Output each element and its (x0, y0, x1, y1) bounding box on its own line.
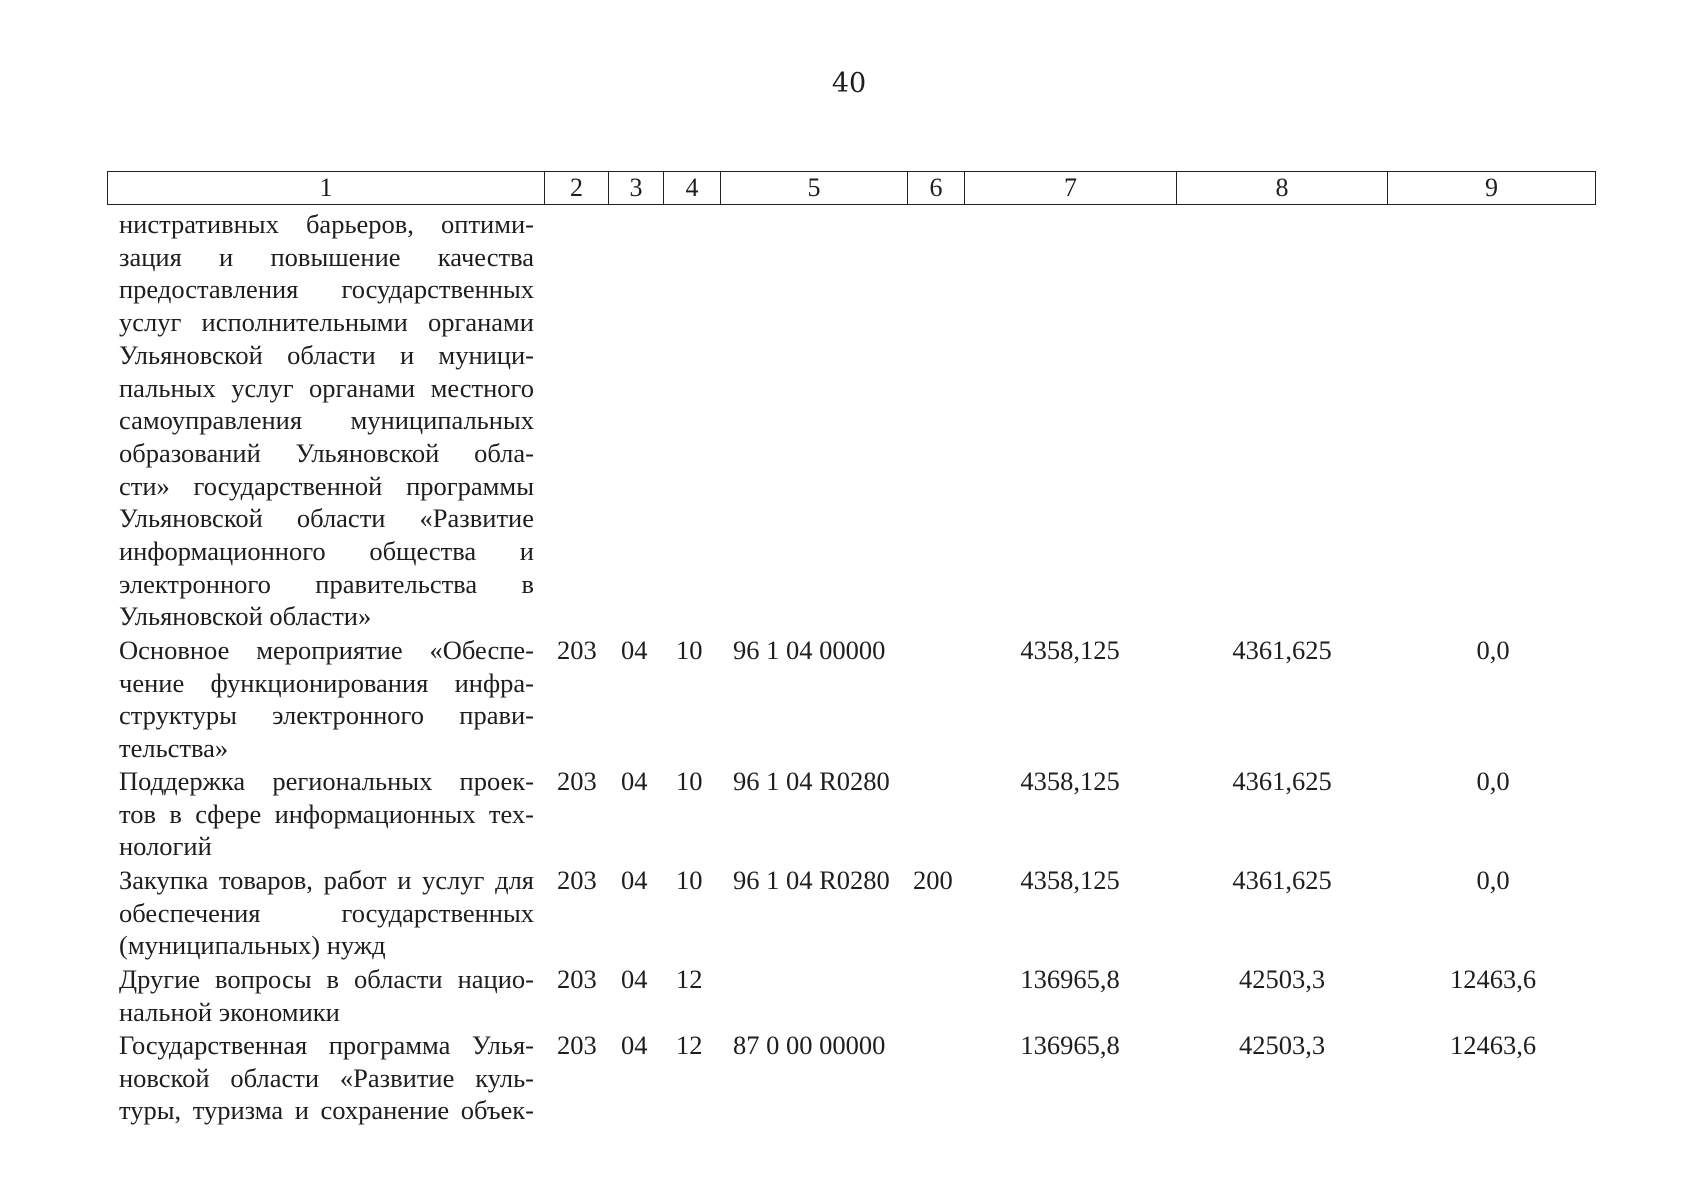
header-col-1: 1 (108, 172, 545, 205)
description-line: Ульяновской области «Развитие (119, 503, 534, 534)
description-line: предоставления государственных (119, 274, 534, 305)
cell-col-9: 0,0 (1476, 635, 1510, 665)
cell-col-3: 04 (621, 1030, 648, 1060)
description-line: услуг исполнительными органами (119, 307, 534, 338)
header-col-4: 4 (664, 172, 721, 205)
cell-col-5: 96 1 04 R0280 (733, 766, 890, 796)
description-line: информационного общества и (119, 536, 534, 567)
cell-col-9: 12463,6 (1449, 964, 1537, 994)
cell-col-9: 0,0 (1476, 766, 1510, 796)
cell-col-2: 203 (557, 1030, 597, 1060)
row-description (119, 963, 534, 1028)
row-description (119, 634, 534, 765)
description-line: туры, туризма и сохранение объек- (119, 1095, 534, 1126)
description-line: электронного правительства в (119, 568, 534, 599)
header-col-9: 9 (1388, 172, 1596, 205)
header-col-5: 5 (721, 172, 908, 205)
cell-col-5: 96 1 04 00000 (733, 635, 886, 665)
description-line: нистративных барьеров, оптими- (119, 209, 534, 239)
row-description (119, 864, 534, 962)
cell-col-2: 203 (557, 964, 597, 994)
row-description (119, 1029, 534, 1127)
cell-col-7: 4358,125 (1020, 635, 1120, 665)
header-col-3: 3 (609, 172, 664, 205)
description-line: Закупка товаров, работ и услуг для (119, 865, 534, 895)
description-line: тельства» (119, 733, 229, 764)
header-col-8: 8 (1177, 172, 1388, 205)
header-col-2: 2 (545, 172, 609, 205)
row-description (119, 765, 534, 863)
header-col-6: 6 (908, 172, 965, 205)
cell-col-8: 4361,625 (1232, 635, 1332, 665)
description-line: чение функционирования инфра- (119, 667, 534, 698)
description-line: тов в сфере информационных тех- (119, 798, 534, 829)
cell-col-8: 42503,3 (1238, 1030, 1326, 1060)
description-line: Государственная программа Улья- (119, 1030, 534, 1060)
description-line: пальных услуг органами местного (119, 372, 534, 403)
cell-col-3: 04 (621, 766, 648, 796)
description-line: зация и повышение качества (119, 241, 534, 272)
description-line: Другие вопросы в области нацио- (119, 964, 534, 994)
cell-col-7: 4358,125 (1020, 766, 1120, 796)
cell-col-2: 203 (557, 865, 597, 895)
description-line: нальной экономики (119, 996, 340, 1027)
description-line: самоуправления муниципальных (119, 405, 534, 436)
header-col-7: 7 (965, 172, 1177, 205)
cell-col-3: 04 (621, 865, 648, 895)
cell-col-4: 10 (676, 635, 703, 665)
cell-col-8: 4361,625 (1232, 766, 1332, 796)
description-line: (муниципальных) нужд (119, 930, 386, 961)
page-number: 40 (831, 68, 867, 99)
cell-col-9: 0,0 (1476, 865, 1510, 895)
cell-col-9: 12463,6 (1449, 1030, 1537, 1060)
description-line: новской области «Развитие куль- (119, 1062, 534, 1093)
cell-col-8: 4361,625 (1232, 865, 1332, 895)
cell-col-4: 10 (676, 865, 703, 895)
description-line: образований Ульяновской обла- (119, 437, 534, 468)
description-line: нологий (119, 831, 212, 862)
cell-col-4: 10 (676, 766, 703, 796)
column-number-header (107, 171, 1596, 205)
cell-col-6: 200 (913, 865, 953, 895)
cell-col-2: 203 (557, 635, 597, 665)
cell-col-4: 12 (676, 1030, 703, 1060)
cell-col-3: 04 (621, 635, 648, 665)
cell-col-7: 136965,8 (1020, 964, 1120, 994)
cell-col-7: 136965,8 (1020, 1030, 1120, 1060)
description-line: Ульяновской области и муници- (119, 339, 534, 370)
row-description (119, 208, 534, 633)
cell-col-3: 04 (621, 964, 648, 994)
cell-col-5: 96 1 04 R0280 (733, 865, 890, 895)
cell-col-8: 42503,3 (1238, 964, 1326, 994)
description-line: Поддержка региональных проек- (119, 766, 534, 796)
description-line: структуры электронного прави- (119, 700, 534, 731)
description-line: обеспечения государственных (119, 897, 534, 928)
description-line: Ульяновской области» (119, 601, 372, 632)
cell-col-2: 203 (557, 766, 597, 796)
cell-col-5: 87 0 00 00000 (733, 1030, 886, 1060)
cell-col-7: 4358,125 (1020, 865, 1120, 895)
description-line: Основное мероприятие «Обеспе- (119, 635, 534, 665)
cell-col-4: 12 (676, 964, 703, 994)
description-line: сти» государственной программы (119, 470, 534, 501)
